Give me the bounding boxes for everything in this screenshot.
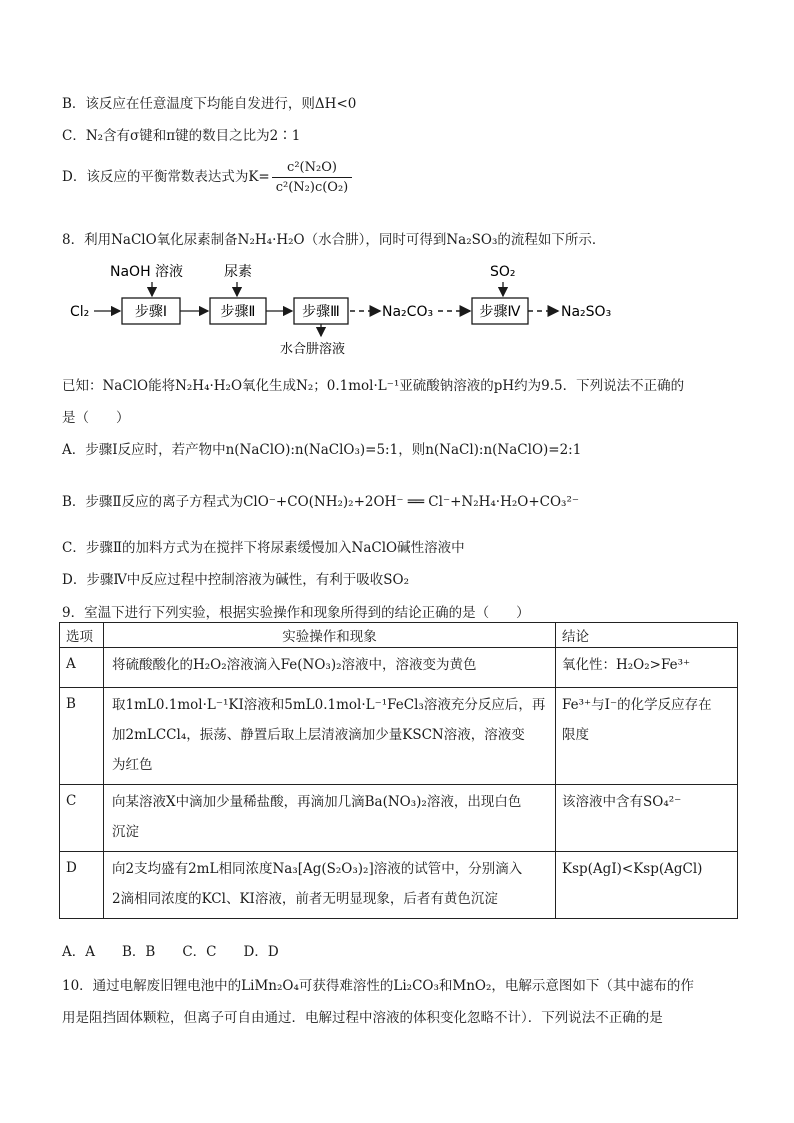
row-b-conclusion-line-2: 限度 (562, 727, 589, 743)
row-c-label: C (60, 785, 104, 852)
table-row (60, 852, 738, 919)
table-row (60, 688, 738, 785)
reagent-naoh: NaOH 溶液 (110, 264, 184, 280)
question-9: 9．室温下进行下列实验，根据实验操作和现象所得到的结论正确的是（ ） (62, 605, 530, 621)
row-b-conclusion-line-1: Fe³⁺与I⁻的化学反应存在 (562, 697, 712, 713)
step-3-label: 步骤Ⅲ (302, 304, 340, 320)
step-4-label: 步骤Ⅳ (479, 304, 521, 320)
header-conclusion: 结论 (556, 623, 738, 648)
known-info-line-2: 是（ ） (62, 410, 130, 426)
product-hydrazine-hydrate: 水合肼溶液 (280, 342, 346, 357)
row-d-operation-line-2: 2滴相同浓度的KCl、KI溶液，前者无明显现象，后者有黄色沉淀 (112, 891, 498, 907)
q7-option-d (62, 160, 352, 195)
table-row (60, 648, 738, 688)
row-b-operation-line-3: 为红色 (112, 757, 153, 773)
reagent-urea: 尿素 (224, 264, 252, 280)
reagent-cl2: Cl₂ (70, 304, 90, 320)
step-1-label: 步骤Ⅰ (134, 304, 168, 320)
q8-option-c: C．步骤Ⅱ的加料方式为在搅拌下将尿素缓慢加入NaClO碱性溶液中 (62, 540, 465, 556)
q7-option-b: B．该反应在任意温度下均能自发进行，则ΔH<0 (62, 96, 357, 112)
row-c-conclusion: 该溶液中含有SO₄²⁻ (556, 785, 738, 852)
row-d-conclusion: Ksp(AgI)<Ksp(AgCl) (556, 852, 738, 919)
row-b-operation-line-2: 加2mLCCl₄，振荡、静置后取上层清液滴加少量KSCN溶液，溶液变 (112, 727, 525, 743)
q7-option-c: C．N₂含有σ键和π键的数目之比为2∶1 (62, 128, 301, 144)
row-a-label: A (60, 648, 104, 688)
row-a-operation: 将硫酸酸化的H₂O₂溶液滴入Fe(NO₃)₂溶液中，溶液变为黄色 (104, 648, 556, 688)
question-10-line-2: 用是阻挡固体颗粒，但离子可自由通过．电解过程中溶液的体积变化忽略不计）．下列说法不正确的是 (62, 1010, 663, 1026)
question-8: 8．利用NaClO氧化尿素制备N₂H₄·H₂O（水合肼），同时可得到Na₂SO₃的流程如下所示． (62, 232, 606, 248)
q9-answer-options: A．A B．B C．C D．D (62, 944, 279, 960)
fraction-denominator: c²(N₂)c(O₂) (275, 180, 349, 195)
table-row (60, 785, 738, 852)
table-header-row (60, 623, 738, 648)
equilibrium-constant-fraction (272, 160, 353, 195)
process-flow-diagram (62, 258, 642, 358)
row-c-operation-line-2: 沉淀 (112, 824, 139, 840)
row-b-label: B (60, 688, 104, 785)
header-operation: 实验操作和现象 (104, 623, 556, 648)
step-2-label: 步骤Ⅱ (220, 304, 256, 320)
row-c-operation (104, 785, 556, 852)
row-b-conclusion (556, 688, 738, 785)
q7-option-d-text: D．该反应的平衡常数表达式为K= (62, 169, 270, 185)
row-b-operation-line-1: 取1mL0.1mol·L⁻¹KI溶液和5mL0.1mol·L⁻¹FeCl₃溶液充分反应后，再 (112, 697, 546, 713)
na2so3-label: Na₂SO₃ (561, 304, 612, 320)
row-c-operation-line-1: 向某溶液X中滴加少量稀盐酸，再滴加几滴Ba(NO₃)₂溶液，出现白色 (112, 794, 522, 810)
reagent-so2: SO₂ (490, 264, 516, 280)
row-b-operation (104, 688, 556, 785)
header-option: 选项 (60, 623, 104, 648)
na2co3-label: Na₂CO₃ (382, 304, 434, 320)
row-d-operation (104, 852, 556, 919)
q8-option-a: A．步骤Ⅰ反应时，若产物中n(NaClO):n(NaClO₃)=5:1，则n(NaCl):n(NaClO)=2:1 (62, 442, 582, 458)
row-a-conclusion: 氧化性：H₂O₂>Fe³⁺ (556, 648, 738, 688)
known-info-line-1: 已知：NaClO能将N₂H₄·H₂O氧化生成N₂；0.1mol·L⁻¹亚硫酸钠溶液的pH约为9.5．下列说法不正确的 (62, 378, 685, 394)
fraction-numerator: c²(N₂O) (272, 160, 353, 178)
q8-option-b: B．步骤Ⅱ反应的离子方程式为ClO⁻+CO(NH₂)₂+2OH⁻ ══ Cl⁻+N₂H₄·H₂O+CO₃²⁻ (62, 494, 579, 510)
row-d-label: D (60, 852, 104, 919)
experiment-table (59, 622, 738, 919)
q8-option-d: D．步骤Ⅳ中反应过程中控制溶液为碱性，有利于吸收SO₂ (62, 572, 410, 588)
row-d-operation-line-1: 向2支均盛有2mL相同浓度Na₃[Ag(S₂O₃)₂]溶液的试管中，分别滴入 (112, 861, 523, 877)
question-10-line-1: 10．通过电解废旧锂电池中的LiMn₂O₄可获得难溶性的Li₂CO₃和MnO₂，电解示意图如下（其中滤布的作 (62, 978, 694, 994)
